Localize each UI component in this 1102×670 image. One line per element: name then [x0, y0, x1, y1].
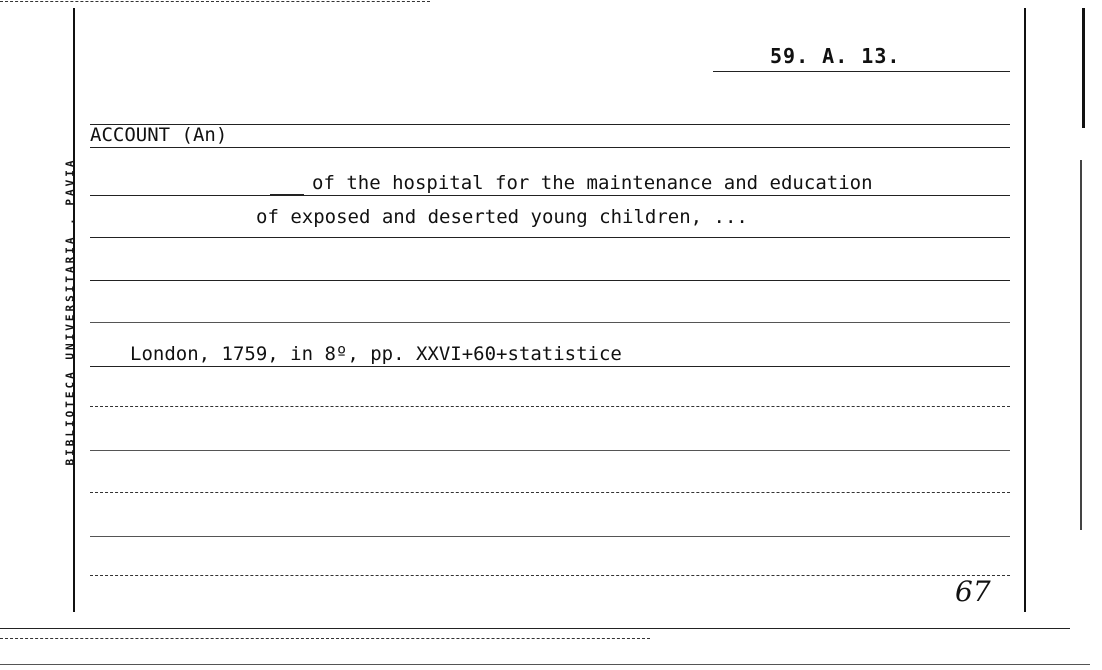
- ruled-line: [90, 322, 1010, 323]
- scan-artifact-bottom: [0, 638, 650, 639]
- ruled-line: [90, 492, 1010, 493]
- shelfmark: 59. A. 13.: [770, 44, 901, 68]
- ruled-line: [90, 575, 1010, 576]
- shelfmark-underline: [713, 71, 1010, 72]
- scan-edge-mark: [1082, 8, 1085, 128]
- card-right-border: [1024, 8, 1026, 612]
- scan-edge-mark: [1080, 160, 1082, 530]
- ruled-line: [90, 280, 1010, 281]
- heading-entry: ACCOUNT (An): [90, 124, 228, 146]
- imprint-line: London, 1759, in 8º, pp. XXVI+60+statistice: [130, 343, 622, 365]
- ruled-line: [90, 147, 1010, 148]
- ruled-line: [90, 536, 1010, 537]
- ruled-line: [90, 124, 1010, 125]
- scan-artifact-top: [0, 1, 430, 2]
- scan-artifact-bottom: [0, 628, 1070, 629]
- ruled-line: [90, 195, 1010, 196]
- ruled-line: [90, 406, 1010, 407]
- ruled-line: [90, 450, 1010, 451]
- ruled-line: [90, 366, 1010, 367]
- handwritten-number: 67: [955, 575, 991, 608]
- library-stamp: BIBLIOTECA UNIVERSITARIA . PAVIA: [63, 157, 77, 466]
- title-line-1: of the hospital for the maintenance and education: [312, 172, 873, 194]
- ruled-line: [90, 237, 1010, 238]
- scan-artifact-bottom: [0, 664, 1090, 665]
- title-line-2: of exposed and deserted young children, ...: [256, 206, 748, 228]
